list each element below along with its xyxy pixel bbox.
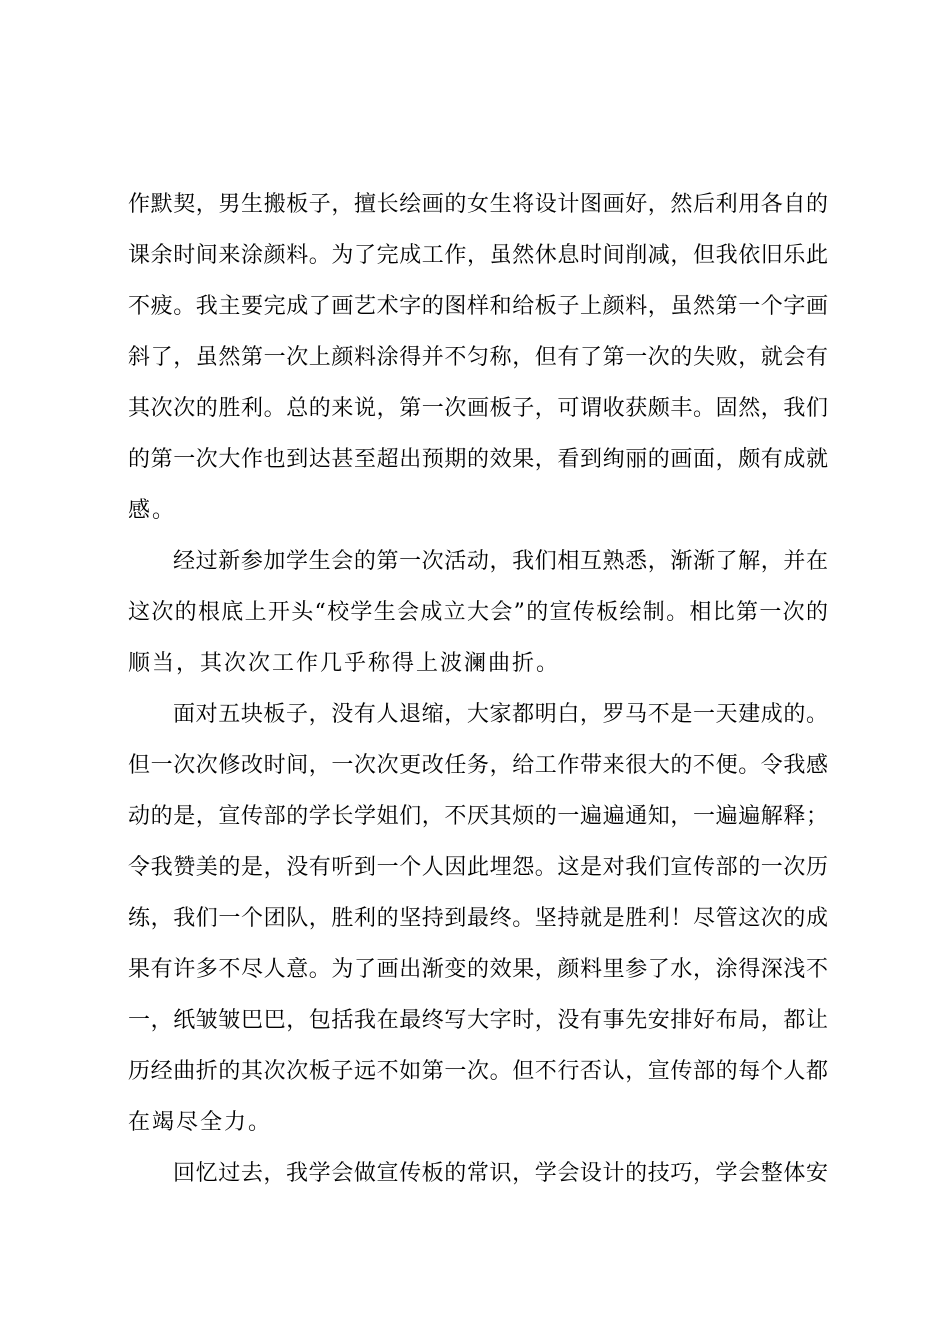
text-line: 其次次的胜利。总的来说，第一次画板子，可谓收获颇丰。固然，我们 bbox=[128, 396, 828, 421]
paragraph-first-line: 经过新参加学生会的第一次活动，我们相互熟悉，渐渐了解，并在 bbox=[173, 549, 828, 574]
paragraph-first-line: 回忆过去，我学会做宣传板的常识，学会设计的技巧，学会整体安 bbox=[173, 1161, 828, 1186]
text-line: 斜了，虽然第一次上颜料涂得并不匀称，但有了第一次的失败，就会有 bbox=[128, 345, 828, 370]
text-line: 课余时间来涂颜料。为了完成工作，虽然休息时间削减，但我依旧乐此 bbox=[128, 243, 828, 268]
text-line: 一，纸皱皱巴巴，包括我在最终写大字时，没有事先安排好布局，都让 bbox=[128, 1008, 828, 1033]
text-line: 作默契，男生搬板子，擅长绘画的女生将设计图画好，然后利用各自的 bbox=[128, 192, 828, 217]
text-line: 不疲。我主要完成了画艺术字的图样和给板子上颜料，虽然第一个字画 bbox=[128, 294, 828, 319]
text-line: 在竭尽全力。 bbox=[128, 1110, 273, 1135]
text-line: 动的是，宣传部的学长学姐们，不厌其烦的一遍遍通知，一遍遍解释； bbox=[128, 804, 828, 829]
text-line: 历经曲折的其次次板子远不如第一次。但不行否认，宣传部的每个人都 bbox=[128, 1059, 828, 1084]
text-line: 但一次次修改时间，一次次更改任务，给工作带来很大的不便。令我感 bbox=[128, 753, 828, 778]
text-line: 这次的根底上开头“校学生会成立大会”的宣传板绘制。相比第一次的 bbox=[128, 600, 828, 625]
text-line: 顺当，其次次工作几乎称得上波澜曲折。 bbox=[128, 651, 561, 676]
text-line: 令我赞美的是，没有听到一个人因此埋怨。这是对我们宣传部的一次历 bbox=[128, 855, 828, 880]
text-line: 的第一次大作也到达甚至超出预期的效果，看到绚丽的画面，颇有成就 bbox=[128, 447, 828, 472]
text-line: 练，我们一个团队，胜利的坚持到最终。坚持就是胜利！尽管这次的成 bbox=[128, 906, 828, 931]
text-line: 感。 bbox=[128, 498, 177, 523]
paragraph-first-line: 面对五块板子，没有人退缩，大家都明白，罗马不是一天建成的。 bbox=[173, 702, 828, 727]
text-line: 果有许多不尽人意。为了画出渐变的效果，颜料里参了水，涂得深浅不 bbox=[128, 957, 828, 982]
